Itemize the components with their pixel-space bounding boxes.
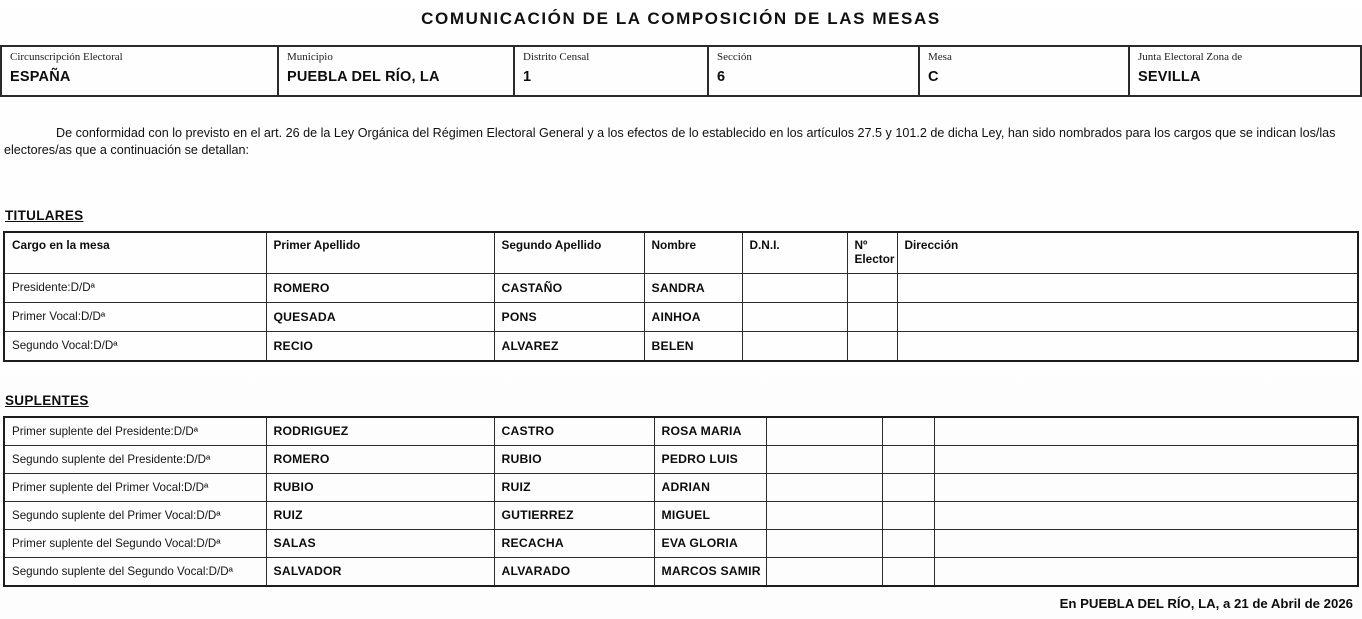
cell-num-elector-empty [882, 473, 934, 501]
cell-cargo: Primer suplente del Primer Vocal:D/Dª [4, 473, 266, 501]
cell-nombre: SANDRA [644, 273, 742, 302]
cell-dni-empty [742, 331, 847, 361]
cell-dni-empty [766, 445, 882, 473]
cell-cargo: Presidente:D/Dª [4, 273, 266, 302]
section-heading-titulares: TITULARES [5, 207, 84, 223]
table-row-segundo-suplente-primer-vocal [4, 501, 1358, 529]
column-header-direccion: Dirección [897, 232, 1358, 274]
column-header-num-elector: Nº Elector [847, 232, 897, 274]
cell-primer-apellido: RUBIO [266, 473, 494, 501]
cell-direccion-empty [934, 501, 1358, 529]
cell-num-elector-empty [847, 273, 897, 302]
field-label: Mesa [928, 51, 952, 63]
section-heading-suplentes: SUPLENTES [5, 392, 89, 408]
suplentes-table [3, 416, 1359, 587]
field-label: Municipio [287, 51, 333, 63]
column-header-cargo: Cargo en la mesa [4, 232, 266, 274]
cell-direccion-empty [934, 445, 1358, 473]
field-distrito-censal [514, 46, 708, 96]
titulares-header-row [4, 232, 1358, 274]
cell-direccion-empty [934, 473, 1358, 501]
table-row-presidente [4, 273, 1358, 302]
cell-nombre: BELEN [644, 331, 742, 361]
cell-nombre: PEDRO LUIS [654, 445, 766, 473]
field-label: Distrito Censal [523, 51, 590, 63]
field-value: 1 [523, 68, 532, 85]
page-title: COMUNICACIÓN DE LA COMPOSICIÓN DE LAS MESAS [421, 9, 941, 28]
column-header-nombre: Nombre [644, 232, 742, 274]
cell-nombre: EVA GLORIA [654, 529, 766, 557]
field-value: C [928, 68, 939, 85]
table-row-primer-suplente-presidente [4, 417, 1358, 446]
cell-cargo: Primer Vocal:D/Dª [4, 302, 266, 331]
cell-direccion-empty [897, 331, 1358, 361]
field-value: PUEBLA DEL RÍO, LA [287, 68, 440, 85]
titulares-table [3, 231, 1359, 362]
cell-primer-apellido: SALAS [266, 529, 494, 557]
field-value: 6 [717, 68, 726, 85]
cell-dni-empty [766, 473, 882, 501]
table-row-primer-vocal [4, 302, 1358, 331]
field-value: SEVILLA [1138, 68, 1201, 85]
cell-segundo-apellido: ALVAREZ [494, 331, 644, 361]
cell-segundo-apellido: RUIZ [494, 473, 654, 501]
field-label: Junta Electoral Zona de [1138, 51, 1243, 63]
cell-segundo-apellido: RUBIO [494, 445, 654, 473]
cell-cargo: Primer suplente del Segundo Vocal:D/Dª [4, 529, 266, 557]
column-header-primer-apellido: Primer Apellido [266, 232, 494, 274]
cell-primer-apellido: RODRIGUEZ [266, 417, 494, 446]
cell-dni-empty [766, 529, 882, 557]
cell-primer-apellido: ROMERO [266, 273, 494, 302]
cell-dni-empty [742, 302, 847, 331]
cell-segundo-apellido: CASTAÑO [494, 273, 644, 302]
column-header-segundo-apellido: Segundo Apellido [494, 232, 644, 274]
field-mesa [919, 46, 1129, 96]
cell-cargo: Segundo suplente del Segundo Vocal:D/Dª [4, 557, 266, 586]
date-line: En PUEBLA DEL RÍO, LA, a 21 de Abril de 2026 [1059, 595, 1353, 611]
cell-dni-empty [766, 417, 882, 446]
cell-nombre: MIGUEL [654, 501, 766, 529]
cell-dni-empty [742, 273, 847, 302]
cell-nombre: AINHOA [644, 302, 742, 331]
cell-num-elector-empty [882, 501, 934, 529]
cell-nombre: ROSA MARIA [654, 417, 766, 446]
intro-paragraph: De conformidad con lo previsto en el art. 26 de la Ley Orgánica del Régimen Electoral General y a los efectos de lo establecido en los artículos 27.5 y 101.2 de dicha Ley, han sido nombrados para los cargos que se indican los/las electores/as que a continuación se detallan: [4, 125, 1336, 158]
cell-dni-empty [766, 557, 882, 586]
cell-direccion-empty [934, 529, 1358, 557]
field-junta-electoral [1129, 46, 1361, 96]
cell-segundo-apellido: RECACHA [494, 529, 654, 557]
field-municipio [278, 46, 514, 96]
field-seccion [708, 46, 919, 96]
column-header-dni: D.N.I. [742, 232, 847, 274]
table-row-primer-suplente-segundo-vocal [4, 529, 1358, 557]
table-row-segundo-vocal [4, 331, 1358, 361]
cell-num-elector-empty [847, 331, 897, 361]
cell-segundo-apellido: GUTIERREZ [494, 501, 654, 529]
cell-cargo: Segundo suplente del Primer Vocal:D/Dª [4, 501, 266, 529]
cell-cargo: Segundo Vocal:D/Dª [4, 331, 266, 361]
cell-segundo-apellido: CASTRO [494, 417, 654, 446]
cell-nombre: MARCOS SAMIR [654, 557, 766, 586]
cell-primer-apellido: SALVADOR [266, 557, 494, 586]
cell-segundo-apellido: ALVARADO [494, 557, 654, 586]
cell-direccion-empty [934, 417, 1358, 446]
cell-cargo: Primer suplente del Presidente:D/Dª [4, 417, 266, 446]
table-row-primer-suplente-primer-vocal [4, 473, 1358, 501]
header-fields-row [1, 46, 1361, 96]
header-fields-table [0, 45, 1362, 97]
table-row-segundo-suplente-segundo-vocal [4, 557, 1358, 586]
cell-direccion-empty [897, 273, 1358, 302]
cell-num-elector-empty [882, 529, 934, 557]
cell-primer-apellido: QUESADA [266, 302, 494, 331]
cell-direccion-empty [934, 557, 1358, 586]
cell-primer-apellido: ROMERO [266, 445, 494, 473]
field-label: Sección [717, 51, 752, 63]
cell-segundo-apellido: PONS [494, 302, 644, 331]
cell-nombre: ADRIAN [654, 473, 766, 501]
field-circunscripcion [1, 46, 278, 96]
table-row-segundo-suplente-presidente [4, 445, 1358, 473]
cell-num-elector-empty [882, 417, 934, 446]
field-label: Circunscripción Electoral [10, 51, 123, 63]
cell-num-elector-empty [882, 445, 934, 473]
document-page [0, 9, 1362, 611]
cell-num-elector-empty [882, 557, 934, 586]
field-value: ESPAÑA [10, 68, 71, 85]
cell-cargo: Segundo suplente del Presidente:D/Dª [4, 445, 266, 473]
cell-dni-empty [766, 501, 882, 529]
cell-direccion-empty [897, 302, 1358, 331]
cell-primer-apellido: RUIZ [266, 501, 494, 529]
cell-num-elector-empty [847, 302, 897, 331]
cell-primer-apellido: RECIO [266, 331, 494, 361]
